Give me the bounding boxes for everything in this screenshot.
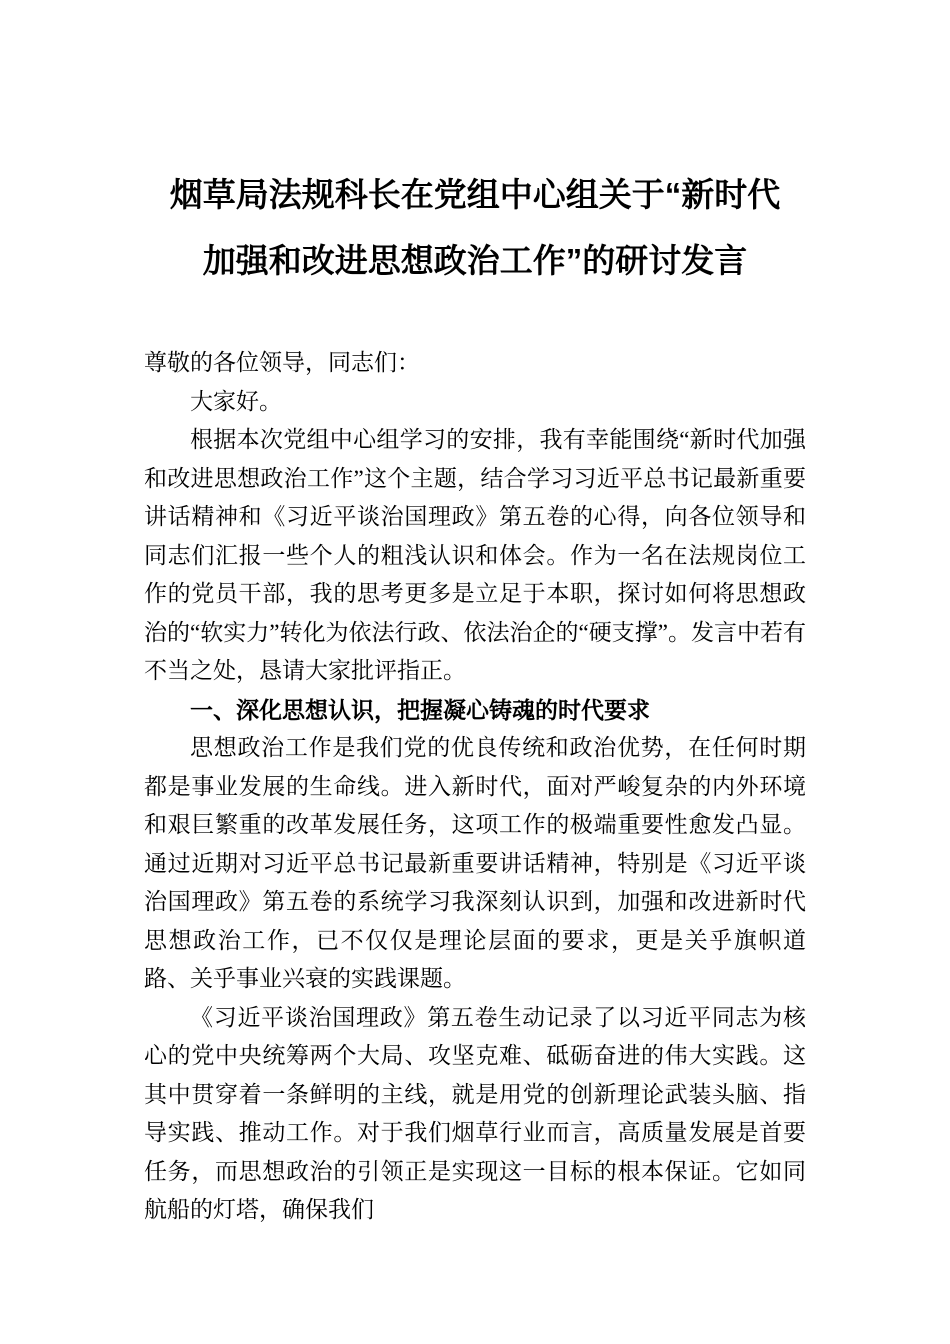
document-title [144, 162, 806, 294]
paragraph: 《习近平谈治国理政》第五卷生动记录了以习近平同志为核心的党中央统筹两个大局、攻坚克难、砥砺奋进的伟大实践。这其中贯穿着一条鲜明的主线，就是用党的创新理论武装头脑、指导实践、推动工作。对于我们烟草行业而言，高质量发展是首要任务，而思想政治的引领正是实现这一目标的根本保证。它如同航船的灯塔，确保我们 [144, 1004, 806, 1222]
document-title-line-1: 烟草局法规科长在党组中心组关于“新时代 [169, 176, 781, 213]
paragraph: 大家好。 [190, 388, 282, 414]
paragraph: 思想政治工作是我们党的优良传统和政治优势，在任何时期都是事业发展的生命线。进入新时代，面对严峻复杂的内外环境和艰巨繁重的改革发展任务，这项工作的极端重要性愈发凸显。通过近期对习近平总书记最新重要讲话精神，特别是《习近平谈治国理政》第五卷的系统学习我深刻认识到，加强和改进新时代思想政治工作，已不仅仅是理论层面的要求，更是关乎旗帜道路、关乎事业兴衰的实践课题。 [144, 735, 806, 991]
section-heading: 一、深化思想认识，把握凝心铸魂的时代要求 [190, 696, 650, 723]
paragraph: 尊敬的各位领导，同志们： [144, 350, 420, 375]
document-title-line-2: 加强和改进思想政治工作”的研讨发言 [202, 242, 748, 279]
document-body [144, 344, 806, 1230]
paragraph: 根据本次党组中心组学习的安排，我有幸能围绕“新时代加强和改进思想政治工作”这个主题，结合学习习近平总书记最新重要讲话精神和《习近平谈治国理政》第五卷的心得，向各位领导和同志们汇报一些个人的粗浅认识和体会。作为一名在法规岗位工作的党员干部，我的思考更多是立足于本职，探讨如何将思想政治的“软实力”转化为依法行政、依法治企的“硬支撑”。发言中若有不当之处，恳请大家批评指正。 [144, 427, 806, 683]
